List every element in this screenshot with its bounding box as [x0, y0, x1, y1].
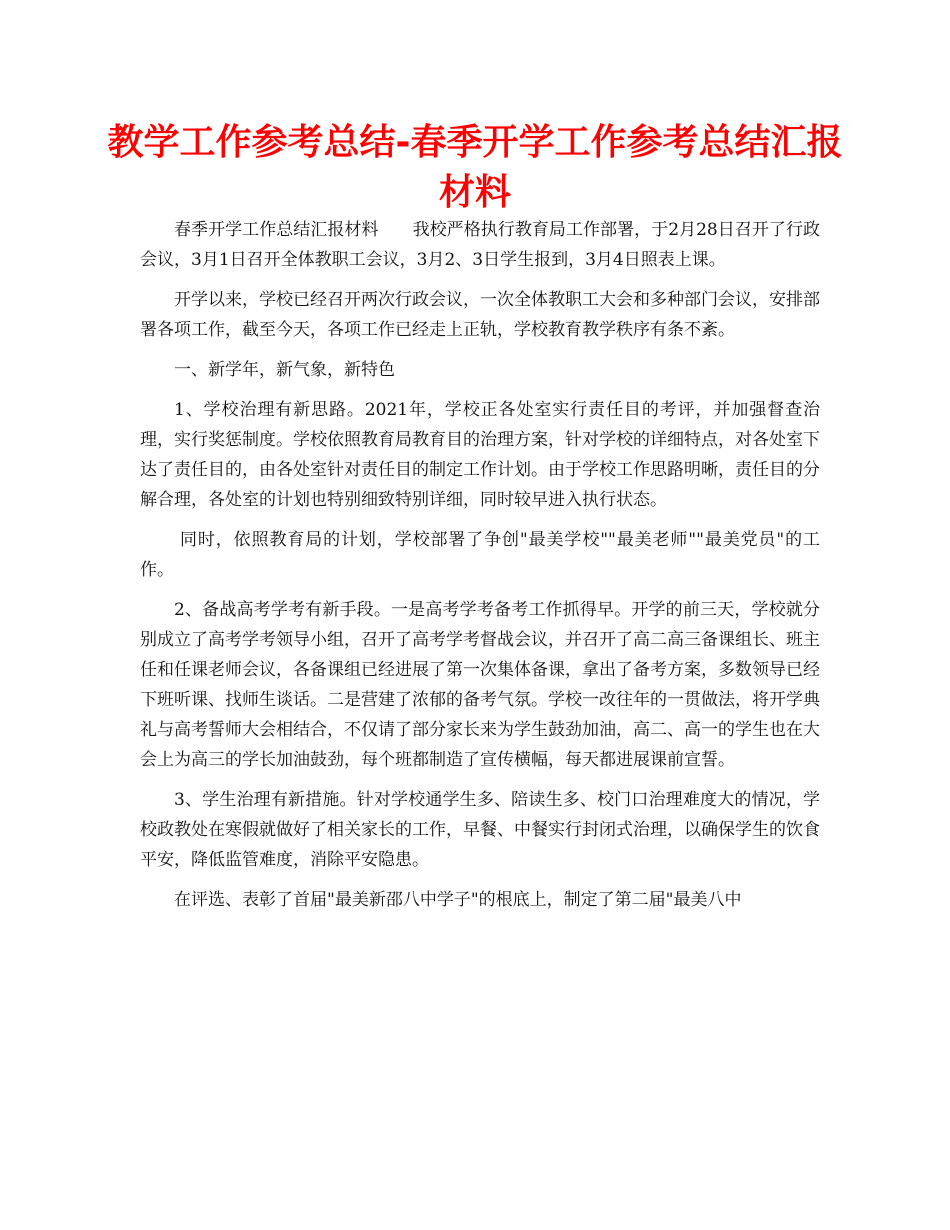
paragraph-5: 2、备战高考学考有新手段。一是高考学考备考工作抓得早。开学的前三天，学校就分别成立了高考学考领导小组，召开了高考学考督战会议，并召开了高二高三备课组长、班主任和任课老师会议，各备课组已经进展了第一次集体备课，拿出了备考方案，多数领导已经下班听课、找师生谈话。二是营建了浓郁的备考气氛。学校一改往年的一贯做法，将开学典礼与高考誓师大会相结合，不仅请了部分家长来为学生鼓劲加油，高二、高一的学生也在大会上为高三的学长加油鼓劲，每个班都制造了宣传横幅，每天都进展课前宣誓。: [140, 600, 820, 770]
document-body: [140, 215, 820, 925]
paragraph-7: 在评选、表彰了首届"最美新邵八中学子"的根底上，制定了第二届"最美八中: [174, 890, 742, 910]
document-title: 教学工作参考总结-春季开学工作参考总结汇报材料: [107, 122, 843, 213]
paragraph-2: 开学以来，学校已经召开两次行政会议，一次全体教职工大会和多种部门会议，安排部署各项工作，截至今天，各项工作已经走上正轨，学校教育教学秩序有条不紊。: [140, 290, 820, 340]
paragraph-3: 1、学校治理有新思路。2021年，学校正各处室实行责任目的考评，并加强督查治理，实行奖惩制度。学校依照教育局教育目的治理方案，针对学校的详细特点，对各处室下达了责任目的，由各处室针对责任目的制定工作计划。由于学校工作思路明晰，责任目的分解合理，各处室的计划也特别细致特别详细，同时较早进入执行状态。: [140, 400, 820, 510]
paragraph-4: 同时，依照教育局的计划，学校部署了争创"最美学校""最美老师""最美党员"的工作。: [140, 530, 820, 580]
section-heading: 一、新学年，新气象，新特色: [174, 360, 395, 380]
paragraph-6: 3、学生治理有新措施。针对学校通学生多、陪读生多、校门口治理难度大的情况，学校政教处在寒假就做好了相关家长的工作，早餐、中餐实行封闭式治理，以确保学生的饮食平安，降低监管难度，消除平安隐患。: [140, 790, 820, 870]
paragraph-1: 春季开学工作总结汇报材料 我校严格执行教育局工作部署，于2月28日召开了行政会议，3月1日召开全体教职工会议，3月2、3日学生报到，3月4日照表上课。: [140, 220, 820, 270]
